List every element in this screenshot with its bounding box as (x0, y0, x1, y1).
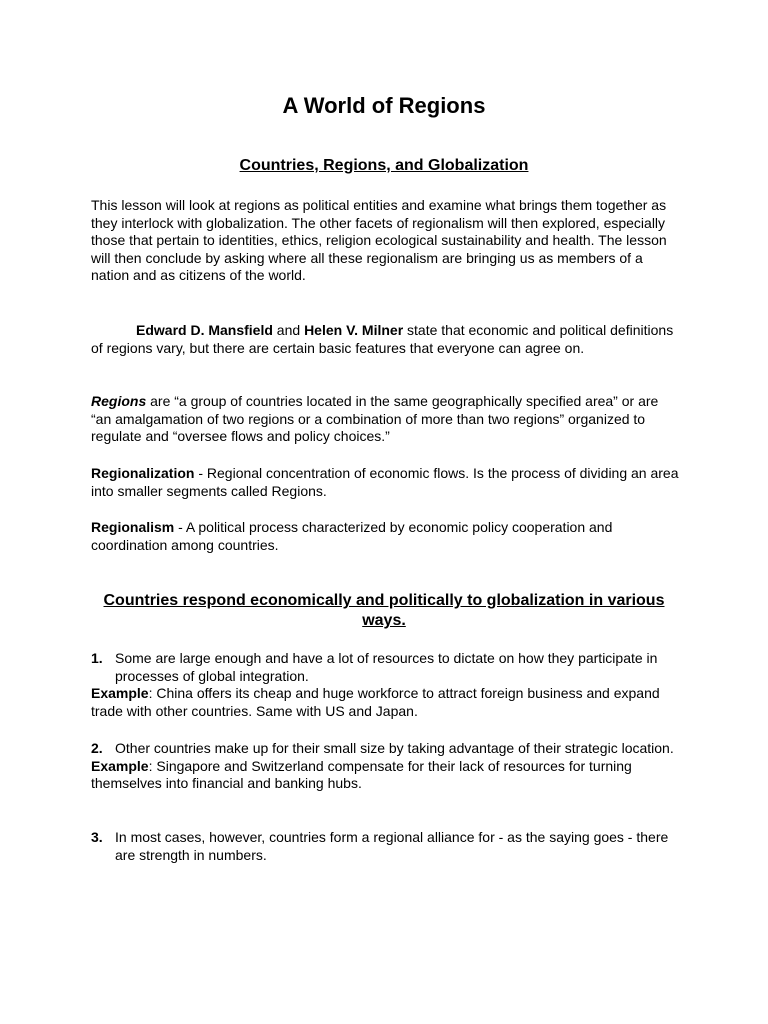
authors-text: state that economic and political definitions of regions vary, but there are certain basic features that everyone can agree on. (91, 322, 674, 356)
regionalism-term: Regionalism (91, 519, 175, 535)
section-heading: Countries respond economically and politically to globalization in various ways. (103, 592, 665, 629)
list-item (91, 650, 681, 720)
author-connector: and (272, 322, 305, 338)
example-label: Example (91, 685, 149, 701)
example-line (91, 685, 681, 720)
page-title: A World of Regions (282, 93, 486, 118)
regionalism-definition (91, 519, 681, 554)
regionalization-definition (91, 465, 681, 500)
regions-term: Regions (91, 393, 147, 409)
list-item-number: 1. (91, 650, 103, 666)
list-item-text: In most cases, however, countries form a regional alliance for - as the saying goes - there are strength in numbers. (115, 829, 669, 863)
list-item (91, 829, 681, 864)
page-subtitle: Countries, Regions, and Globalization (239, 157, 529, 174)
list-item (91, 740, 681, 793)
authors-paragraph (91, 322, 681, 357)
regionalization-text: - Regional concentration of economic flows. Is the process of dividing an area into smaller segments called Regions. (91, 465, 679, 499)
example-label: Example (91, 757, 149, 774)
list-item-text: Some are large enough and have a lot of resources to dictate on how they participate in processes of global integration. (115, 650, 658, 684)
intro-paragraph: This lesson will look at regions as political entities and examine what brings them together as they interlock with globalization. The other facets of regionalism will then explored, especially those that pertain to identities, ethics, religion ecological sustainability and health. The lesson will then conclude by asking where all these regionalism are bringing us as members of a nation and as citizens of the world. (91, 197, 667, 283)
example-text: : China offers its cheap and huge workforce to attract foreign business and expand trade with other countries. Same with US and Japan. (91, 685, 660, 719)
list-item-number: 2. (91, 740, 103, 756)
list-item-text: Other countries make up for their small size by taking advantage of their strategic location. (115, 740, 674, 756)
author-name-mansfield: Edward D. Mansfield (136, 322, 273, 338)
regions-definition (91, 393, 681, 446)
list-item-number: 3. (91, 829, 103, 845)
regionalization-term: Regionalization (91, 465, 195, 481)
example-line (91, 758, 681, 793)
regions-text: are “a group of countries located in the same geographically specified area” or are “an amalgamation of two regions or a combination of more than two regions” organized to regulate and “oversee flows and policy choices.” (91, 393, 659, 444)
regionalism-text: - A political process characterized by economic policy cooperation and coordination among countries. (91, 519, 613, 553)
author-name-milner: Helen V. Milner (304, 322, 404, 338)
example-text: : Singapore and Switzerland compensate for their lack of resources for turning themselves into financial and banking hubs. (91, 757, 632, 791)
